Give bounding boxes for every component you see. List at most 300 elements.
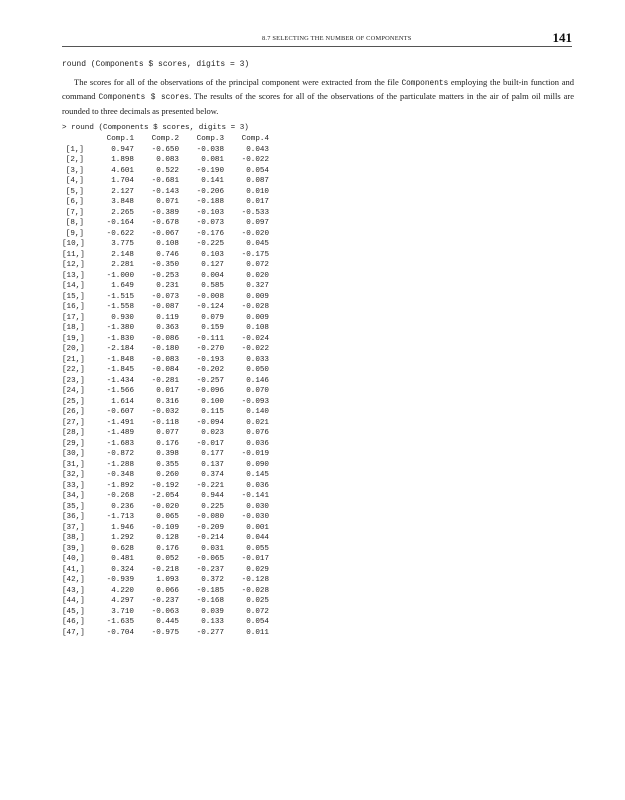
score-cell: 0.327	[246, 282, 269, 290]
score-cell: 3.775	[111, 240, 134, 248]
score-cell: -0.084	[151, 366, 179, 374]
score-cell: -0.872	[106, 450, 134, 458]
score-cell: -0.622	[106, 229, 134, 238]
row-index-header	[62, 134, 84, 145]
score-cell: 0.009	[246, 292, 269, 301]
score-cell: -0.022	[241, 345, 269, 353]
row-index: [19,]	[62, 334, 85, 343]
score-cell: -0.086	[151, 334, 179, 343]
scores-table-body	[62, 145, 269, 639]
score-cell: -0.020	[151, 502, 179, 511]
score-cell: 0.033	[246, 355, 269, 364]
score-cell: -0.164	[106, 219, 134, 227]
score-cell: -0.109	[151, 523, 179, 532]
score-cell: -0.038	[196, 145, 224, 154]
table-row	[62, 187, 269, 198]
score-cell: 0.445	[156, 618, 179, 626]
table-row	[62, 218, 269, 229]
row-index: [35,]	[62, 502, 85, 511]
score-cell: -0.032	[151, 408, 179, 416]
row-index: [30,]	[62, 450, 85, 458]
row-index: [18,]	[62, 324, 85, 332]
row-index: [17,]	[62, 313, 85, 322]
score-cell: -2.054	[151, 492, 179, 500]
page-number: 141	[552, 30, 572, 45]
score-cell: 0.108	[246, 324, 269, 332]
score-cell: -0.118	[151, 418, 179, 427]
score-cell: 0.011	[246, 628, 269, 637]
score-cell: 4.601	[111, 166, 134, 175]
score-cell: 0.029	[246, 565, 269, 574]
score-cell: 0.372	[201, 576, 224, 584]
score-cell: -2.184	[106, 345, 134, 353]
row-index: [47,]	[62, 628, 85, 637]
score-cell: 0.077	[156, 429, 179, 437]
score-cell: 0.071	[156, 198, 179, 206]
header-rule	[62, 46, 572, 47]
score-cell: 0.146	[246, 376, 269, 385]
score-cell: -0.237	[151, 597, 179, 605]
score-cell: 4.220	[111, 586, 134, 595]
score-cell: -0.020	[241, 229, 269, 238]
score-cell: 0.944	[201, 492, 224, 500]
score-cell: -0.188	[196, 198, 224, 206]
inline-code-scores: Components $ scores	[98, 94, 190, 103]
score-cell: 0.398	[156, 450, 179, 458]
row-index: [15,]	[62, 292, 85, 301]
table-row	[62, 470, 269, 481]
score-cell: -0.206	[196, 187, 224, 196]
table-row	[62, 344, 269, 355]
score-cell: 1.093	[156, 576, 179, 584]
score-cell: 0.036	[246, 481, 269, 490]
score-cell: -0.028	[241, 303, 269, 311]
score-cell: 0.045	[246, 240, 269, 248]
score-cell: 0.115	[201, 408, 224, 416]
score-cell: 4.297	[111, 597, 134, 605]
score-cell: 2.127	[111, 187, 134, 196]
row-index: [6,]	[65, 198, 84, 206]
row-index: [5,]	[65, 187, 84, 196]
score-cell: -0.143	[151, 187, 179, 196]
row-index: [27,]	[62, 418, 85, 427]
row-index: [22,]	[62, 366, 85, 374]
score-cell: -1.683	[106, 439, 134, 448]
table-row	[62, 533, 269, 544]
score-cell: 0.127	[201, 261, 224, 269]
score-cell: -0.073	[151, 292, 179, 301]
score-cell: 0.585	[201, 282, 224, 290]
score-cell: -0.080	[196, 513, 224, 521]
score-cell: -1.830	[106, 334, 134, 343]
score-cell: -0.533	[241, 208, 269, 217]
row-index: [34,]	[62, 492, 85, 500]
table-row	[62, 166, 269, 177]
score-cell: 0.097	[246, 219, 269, 227]
score-cell: -0.024	[241, 334, 269, 343]
score-cell: 0.065	[156, 513, 179, 521]
table-row	[62, 229, 269, 240]
table-row	[62, 460, 269, 471]
score-cell: -0.093	[241, 397, 269, 406]
score-cell: -0.192	[151, 481, 179, 490]
table-row	[62, 407, 269, 418]
score-cell: -0.022	[241, 156, 269, 164]
score-cell: -0.193	[196, 355, 224, 364]
table-row	[62, 575, 269, 586]
score-cell: -1.845	[106, 366, 134, 374]
score-cell: 3.710	[111, 607, 134, 616]
row-index: [44,]	[62, 597, 85, 605]
score-cell: -0.019	[241, 450, 269, 458]
score-cell: 0.079	[201, 313, 224, 322]
table-row	[62, 449, 269, 460]
score-cell: 0.355	[156, 460, 179, 469]
score-cell: 0.947	[111, 145, 134, 154]
score-cell: 0.039	[201, 607, 224, 616]
table-row	[62, 544, 269, 555]
table-row	[62, 197, 269, 208]
score-cell: 0.030	[246, 502, 269, 511]
score-cell: -0.028	[241, 586, 269, 595]
table-row	[62, 386, 269, 397]
score-cell: 0.083	[156, 156, 179, 164]
score-cell: 0.090	[246, 460, 269, 469]
score-cell: -0.141	[241, 492, 269, 500]
score-cell: -0.218	[151, 565, 179, 574]
table-row	[62, 491, 269, 502]
row-index: [12,]	[62, 261, 85, 269]
table-row	[62, 302, 269, 313]
score-cell: 1.946	[111, 523, 134, 532]
row-index: [41,]	[62, 565, 85, 574]
score-cell: 0.070	[246, 387, 269, 395]
score-cell: 0.087	[246, 177, 269, 185]
score-cell: 0.031	[201, 544, 224, 553]
score-cell: 0.103	[201, 250, 224, 259]
column-header: Comp.1	[106, 135, 134, 143]
paragraph-text-3: . The results of the scores for all of the observations of the particulate matters in the air of palm oil mills are rounded to three decimals as presented below.	[62, 91, 574, 116]
row-index: [24,]	[62, 387, 85, 395]
row-index: [21,]	[62, 355, 85, 364]
score-cell: 0.001	[246, 523, 269, 532]
score-cell: -0.168	[196, 597, 224, 605]
score-cell: -0.103	[196, 208, 224, 217]
score-cell: -0.063	[151, 607, 179, 616]
score-cell: 0.004	[201, 271, 224, 280]
row-index: [39,]	[62, 544, 85, 553]
score-cell: 1.649	[111, 282, 134, 290]
row-index: [31,]	[62, 460, 85, 469]
score-cell: -0.190	[196, 166, 224, 175]
score-cell: -0.083	[151, 355, 179, 364]
score-cell: -0.073	[196, 219, 224, 227]
table-row	[62, 155, 269, 166]
score-cell: -0.209	[196, 523, 224, 532]
table-row	[62, 239, 269, 250]
column-header: Comp.2	[151, 135, 179, 143]
row-index: [33,]	[62, 481, 85, 490]
row-index: [7,]	[65, 208, 84, 217]
score-cell: 0.100	[201, 397, 224, 406]
score-cell: -0.257	[196, 376, 224, 385]
row-index: [13,]	[62, 271, 85, 280]
score-cell: -0.678	[151, 219, 179, 227]
running-header: 8.7 SELECTING THE NUMBER OF COMPONENTS	[262, 35, 412, 42]
score-cell: -1.491	[106, 418, 134, 427]
score-cell: 0.076	[246, 429, 269, 437]
paragraph-text-2: employing the built-in function and command	[62, 77, 574, 102]
score-cell: -1.566	[106, 387, 134, 395]
score-cell: -1.558	[106, 303, 134, 311]
row-index: [29,]	[62, 439, 85, 448]
score-cell: -0.253	[151, 271, 179, 280]
row-index: [36,]	[62, 513, 85, 521]
score-cell: 0.176	[156, 544, 179, 553]
score-cell: 0.066	[156, 586, 179, 595]
console-output	[62, 123, 269, 638]
table-row	[62, 365, 269, 376]
score-cell: -0.096	[196, 387, 224, 395]
inline-code-components: Components	[401, 80, 449, 88]
score-cell: -1.288	[106, 460, 134, 469]
score-cell: 1.292	[111, 534, 134, 542]
row-index: [3,]	[65, 166, 84, 175]
score-cell: -0.065	[196, 555, 224, 563]
score-cell: 0.055	[246, 544, 269, 553]
score-cell: -0.067	[151, 229, 179, 238]
score-cell: 0.324	[111, 565, 134, 574]
score-cell: 0.044	[246, 534, 269, 542]
row-index: [9,]	[65, 229, 84, 238]
score-cell: 0.481	[111, 555, 134, 563]
score-cell: 0.023	[201, 429, 224, 437]
score-cell: 0.522	[156, 166, 179, 175]
score-cell: 0.231	[156, 282, 179, 290]
table-row	[62, 281, 269, 292]
table-row	[62, 313, 269, 324]
score-cell: -0.008	[196, 292, 224, 301]
score-cell: -0.225	[196, 240, 224, 248]
table-row	[62, 439, 269, 450]
table-row	[62, 512, 269, 523]
score-cell: 0.137	[201, 460, 224, 469]
score-cell: 0.363	[156, 324, 179, 332]
row-index: [16,]	[62, 303, 85, 311]
score-cell: -0.180	[151, 345, 179, 353]
score-cell: 0.374	[201, 471, 224, 479]
row-index: [28,]	[62, 429, 85, 437]
score-cell: 0.020	[246, 271, 269, 280]
body-paragraph	[62, 76, 574, 117]
row-index: [46,]	[62, 618, 85, 626]
table-row	[62, 565, 269, 576]
row-index: [23,]	[62, 376, 85, 385]
table-row	[62, 260, 269, 271]
score-cell: 0.017	[156, 387, 179, 395]
score-cell: 0.141	[201, 177, 224, 185]
intro-code-line: round (Components $ scores, digits = 3)	[62, 60, 250, 69]
score-cell: -1.713	[106, 513, 134, 521]
table-row	[62, 617, 269, 628]
score-cell: 0.176	[156, 439, 179, 448]
score-cell: 0.050	[246, 366, 269, 374]
score-cell: -0.111	[196, 334, 224, 343]
score-cell: -0.268	[106, 492, 134, 500]
score-cell: 1.614	[111, 397, 134, 406]
paragraph-text-1: The scores for all of the observations of the principal component were extracted from the file	[74, 77, 402, 87]
column-header: Comp.4	[241, 135, 269, 143]
score-cell: -0.607	[106, 408, 134, 416]
score-cell: -0.277	[196, 628, 224, 637]
row-index: [26,]	[62, 408, 85, 416]
table-row	[62, 418, 269, 429]
table-row	[62, 481, 269, 492]
score-cell: 2.281	[111, 261, 134, 269]
score-cell: -1.434	[106, 376, 134, 385]
score-cell: 0.236	[111, 502, 134, 511]
score-cell: 0.036	[246, 439, 269, 448]
scores-table-header	[62, 134, 269, 145]
score-cell: 0.128	[156, 534, 179, 542]
row-index: [43,]	[62, 586, 85, 595]
score-cell: -0.939	[106, 576, 134, 584]
row-index: [20,]	[62, 345, 85, 353]
score-cell: -1.635	[106, 618, 134, 626]
score-cell: 1.704	[111, 177, 134, 185]
table-row	[62, 586, 269, 597]
score-cell: 0.316	[156, 397, 179, 406]
table-row	[62, 554, 269, 565]
score-cell: 0.145	[246, 471, 269, 479]
score-cell: 0.119	[156, 313, 179, 322]
score-cell: -0.017	[196, 439, 224, 448]
score-cell: -0.650	[151, 145, 179, 154]
score-cell: 1.898	[111, 156, 134, 164]
score-cell: 0.072	[246, 607, 269, 616]
score-cell: -0.237	[196, 565, 224, 574]
score-cell: 0.225	[201, 502, 224, 511]
score-cell: -0.128	[241, 576, 269, 584]
score-cell: -0.087	[151, 303, 179, 311]
score-cell: -0.124	[196, 303, 224, 311]
table-row	[62, 176, 269, 187]
score-cell: -1.000	[106, 271, 134, 280]
score-cell: -0.094	[196, 418, 224, 427]
score-cell: -1.380	[106, 324, 134, 332]
score-cell: 0.010	[246, 187, 269, 196]
score-cell: -1.848	[106, 355, 134, 364]
score-cell: -0.975	[151, 628, 179, 637]
score-cell: -0.214	[196, 534, 224, 542]
score-cell: 0.043	[246, 145, 269, 154]
score-cell: 2.265	[111, 208, 134, 217]
score-cell: -1.489	[106, 429, 134, 437]
row-index: [2,]	[65, 156, 84, 164]
table-row	[62, 502, 269, 513]
table-row	[62, 428, 269, 439]
column-header: Comp.3	[196, 135, 224, 143]
score-cell: -0.030	[241, 513, 269, 521]
table-row	[62, 334, 269, 345]
table-row	[62, 376, 269, 387]
table-row	[62, 208, 269, 219]
score-cell: 0.081	[201, 156, 224, 164]
score-cell: 0.017	[246, 198, 269, 206]
row-index: [45,]	[62, 607, 85, 616]
table-row	[62, 323, 269, 334]
table-row	[62, 250, 269, 261]
row-index: [32,]	[62, 471, 85, 479]
score-cell: 0.177	[201, 450, 224, 458]
score-cell: -0.176	[196, 229, 224, 238]
score-cell: 0.072	[246, 261, 269, 269]
score-cell: -0.202	[196, 366, 224, 374]
score-cell: 0.009	[246, 313, 269, 322]
row-index: [8,]	[65, 219, 84, 227]
score-cell: -0.017	[241, 555, 269, 563]
score-cell: 0.159	[201, 324, 224, 332]
score-cell: 0.025	[246, 597, 269, 605]
table-row	[62, 355, 269, 366]
score-cell: 0.108	[156, 240, 179, 248]
score-cell: 0.133	[201, 618, 224, 626]
row-index: [38,]	[62, 534, 85, 542]
table-row	[62, 292, 269, 303]
score-cell: -0.185	[196, 586, 224, 595]
score-cell: -0.389	[151, 208, 179, 217]
score-cell: -0.704	[106, 628, 134, 637]
score-cell: 0.052	[156, 555, 179, 563]
score-cell: -0.281	[151, 376, 179, 385]
row-index: [11,]	[62, 250, 85, 259]
score-cell: -0.221	[196, 481, 224, 490]
row-index: [25,]	[62, 397, 85, 406]
row-index: [14,]	[62, 282, 85, 290]
score-cell: -1.515	[106, 292, 134, 301]
table-row	[62, 596, 269, 607]
table-row	[62, 607, 269, 618]
table-row	[62, 628, 269, 639]
score-cell: 0.930	[111, 313, 134, 322]
score-cell: 2.148	[111, 250, 134, 259]
row-index: [42,]	[62, 576, 85, 584]
score-cell: -0.350	[151, 261, 179, 269]
row-index: [37,]	[62, 523, 85, 532]
score-cell: -0.270	[196, 345, 224, 353]
score-cell: -1.892	[106, 481, 134, 490]
score-cell: -0.175	[241, 250, 269, 259]
row-index: [4,]	[65, 177, 84, 185]
row-index: [40,]	[62, 555, 85, 563]
row-index: [1,]	[65, 145, 84, 154]
row-index: [10,]	[62, 240, 85, 248]
table-row	[62, 397, 269, 408]
score-cell: 0.628	[111, 544, 134, 553]
score-cell: 0.054	[246, 618, 269, 626]
console-command: > round (Components $ scores, digits = 3)	[62, 124, 249, 132]
score-cell: 0.260	[156, 471, 179, 479]
table-row	[62, 523, 269, 534]
score-cell: 3.848	[111, 198, 134, 206]
table-row	[62, 145, 269, 156]
score-cell: 0.021	[246, 418, 269, 427]
score-cell: 0.054	[246, 166, 269, 175]
score-cell: -0.348	[106, 471, 134, 479]
score-cell: 0.140	[246, 408, 269, 416]
table-row	[62, 271, 269, 282]
score-cell: -0.681	[151, 177, 179, 185]
